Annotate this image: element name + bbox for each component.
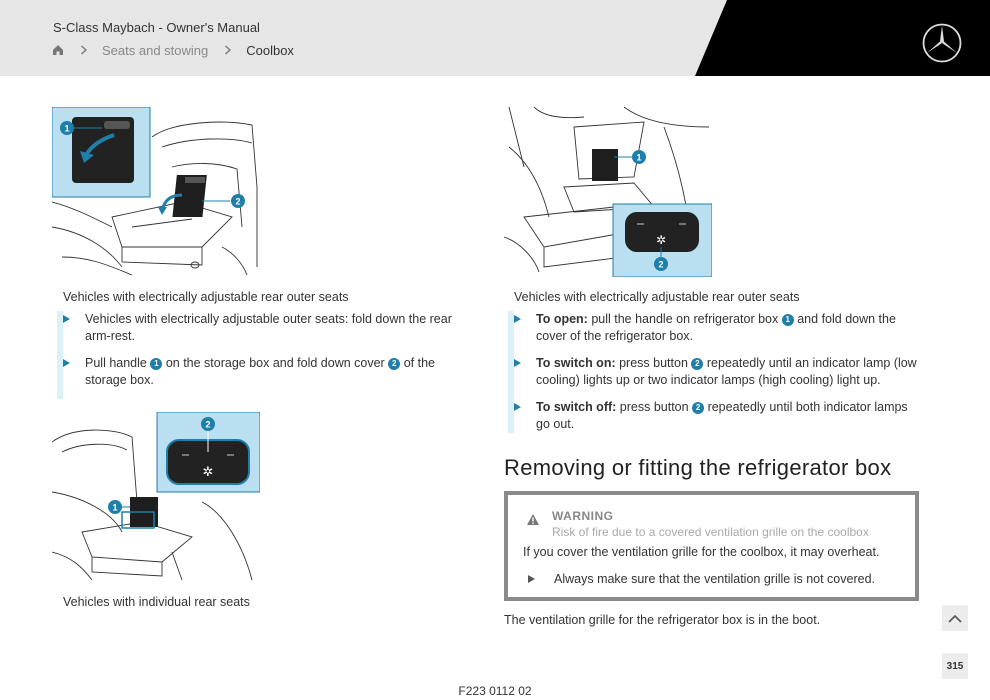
snowflake-icon: ✲ [202, 465, 214, 480]
arrow-right-icon [528, 575, 535, 583]
figure-caption: Vehicles with electrically adjustable rear outer seats [514, 290, 800, 304]
figure-caption: Vehicles with individual rear seats [63, 595, 250, 609]
scroll-to-top-button[interactable] [942, 605, 968, 631]
mercedes-star-logo [921, 22, 963, 64]
arrow-right-icon [63, 315, 70, 323]
warning-icon [526, 513, 540, 526]
callout-1-badge: 1 [782, 314, 794, 326]
arrow-right-icon [514, 403, 521, 411]
page-title: S-Class Maybach - Owner's Manual [53, 20, 260, 35]
instruction-list [508, 311, 920, 433]
illustration-individual-seats [52, 412, 260, 582]
page-number: 315 [942, 653, 968, 679]
section-heading: Removing or fitting the refrigerator box [504, 455, 892, 480]
warning-subtitle: Risk of fire due to a covered ventilation grille on the coolbox [552, 525, 869, 539]
callout-2-badge: 2 [691, 358, 703, 370]
list-item: Pull handle 1 on the storage box and fold down cover 2 of the storage box. [63, 355, 477, 389]
home-icon[interactable] [52, 44, 64, 56]
callout-2: 2 [205, 419, 211, 430]
arrow-right-icon [63, 359, 70, 367]
warning-body: If you cover the ventilation grille for the coolbox, it may overheat. [523, 545, 880, 559]
arrow-right-icon [514, 359, 521, 367]
body-paragraph: The ventilation grille for the refrigerator box is in the boot. [504, 613, 821, 627]
callout-1: 1 [64, 123, 70, 134]
warning-box [504, 491, 919, 601]
callout-2: 2 [235, 196, 241, 207]
callout-1-badge: 1 [150, 358, 162, 370]
warning-bullet: Always make sure that the ventilation grille is not covered. [554, 572, 875, 586]
breadcrumb-coolbox: Coolbox [246, 42, 294, 58]
snowflake-icon: ✲ [655, 233, 667, 247]
illustration-storage-box [52, 107, 260, 277]
callout-1: 1 [112, 502, 118, 513]
breadcrumb [52, 42, 294, 58]
callout-2-badge: 2 [692, 402, 704, 414]
chevron-right-icon [224, 45, 232, 55]
figure-caption: Vehicles with electrically adjustable rear outer seats [63, 290, 349, 304]
list-item: To open: pull the handle on refrigerator box 1 and fold down the cover of the refrigerator box. [514, 311, 920, 345]
callout-2-badge: 2 [388, 358, 400, 370]
list-item: To switch on: press button 2 repeatedly until an indicator lamp (low cooling) lights up or two indicator lamps (high cooling) light up. [514, 355, 920, 389]
warning-title: WARNING [552, 509, 614, 523]
illustration-refrigerator-box [504, 107, 712, 277]
chevron-right-icon [80, 45, 88, 55]
list-item: Vehicles with electrically adjustable outer seats: fold down the rear arm-rest. [63, 311, 477, 345]
chevron-up-icon [948, 614, 962, 623]
callout-1: 1 [636, 152, 642, 163]
arrow-right-icon [514, 315, 521, 323]
breadcrumb-seats-and-stowing[interactable]: Seats and stowing [102, 42, 209, 58]
footer-code: F223 0112 02 [458, 684, 532, 698]
instruction-list [57, 311, 477, 399]
list-item: To switch off: press button 2 repeatedly until both indicator lamps go out. [514, 399, 920, 433]
callout-2: 2 [658, 259, 664, 270]
